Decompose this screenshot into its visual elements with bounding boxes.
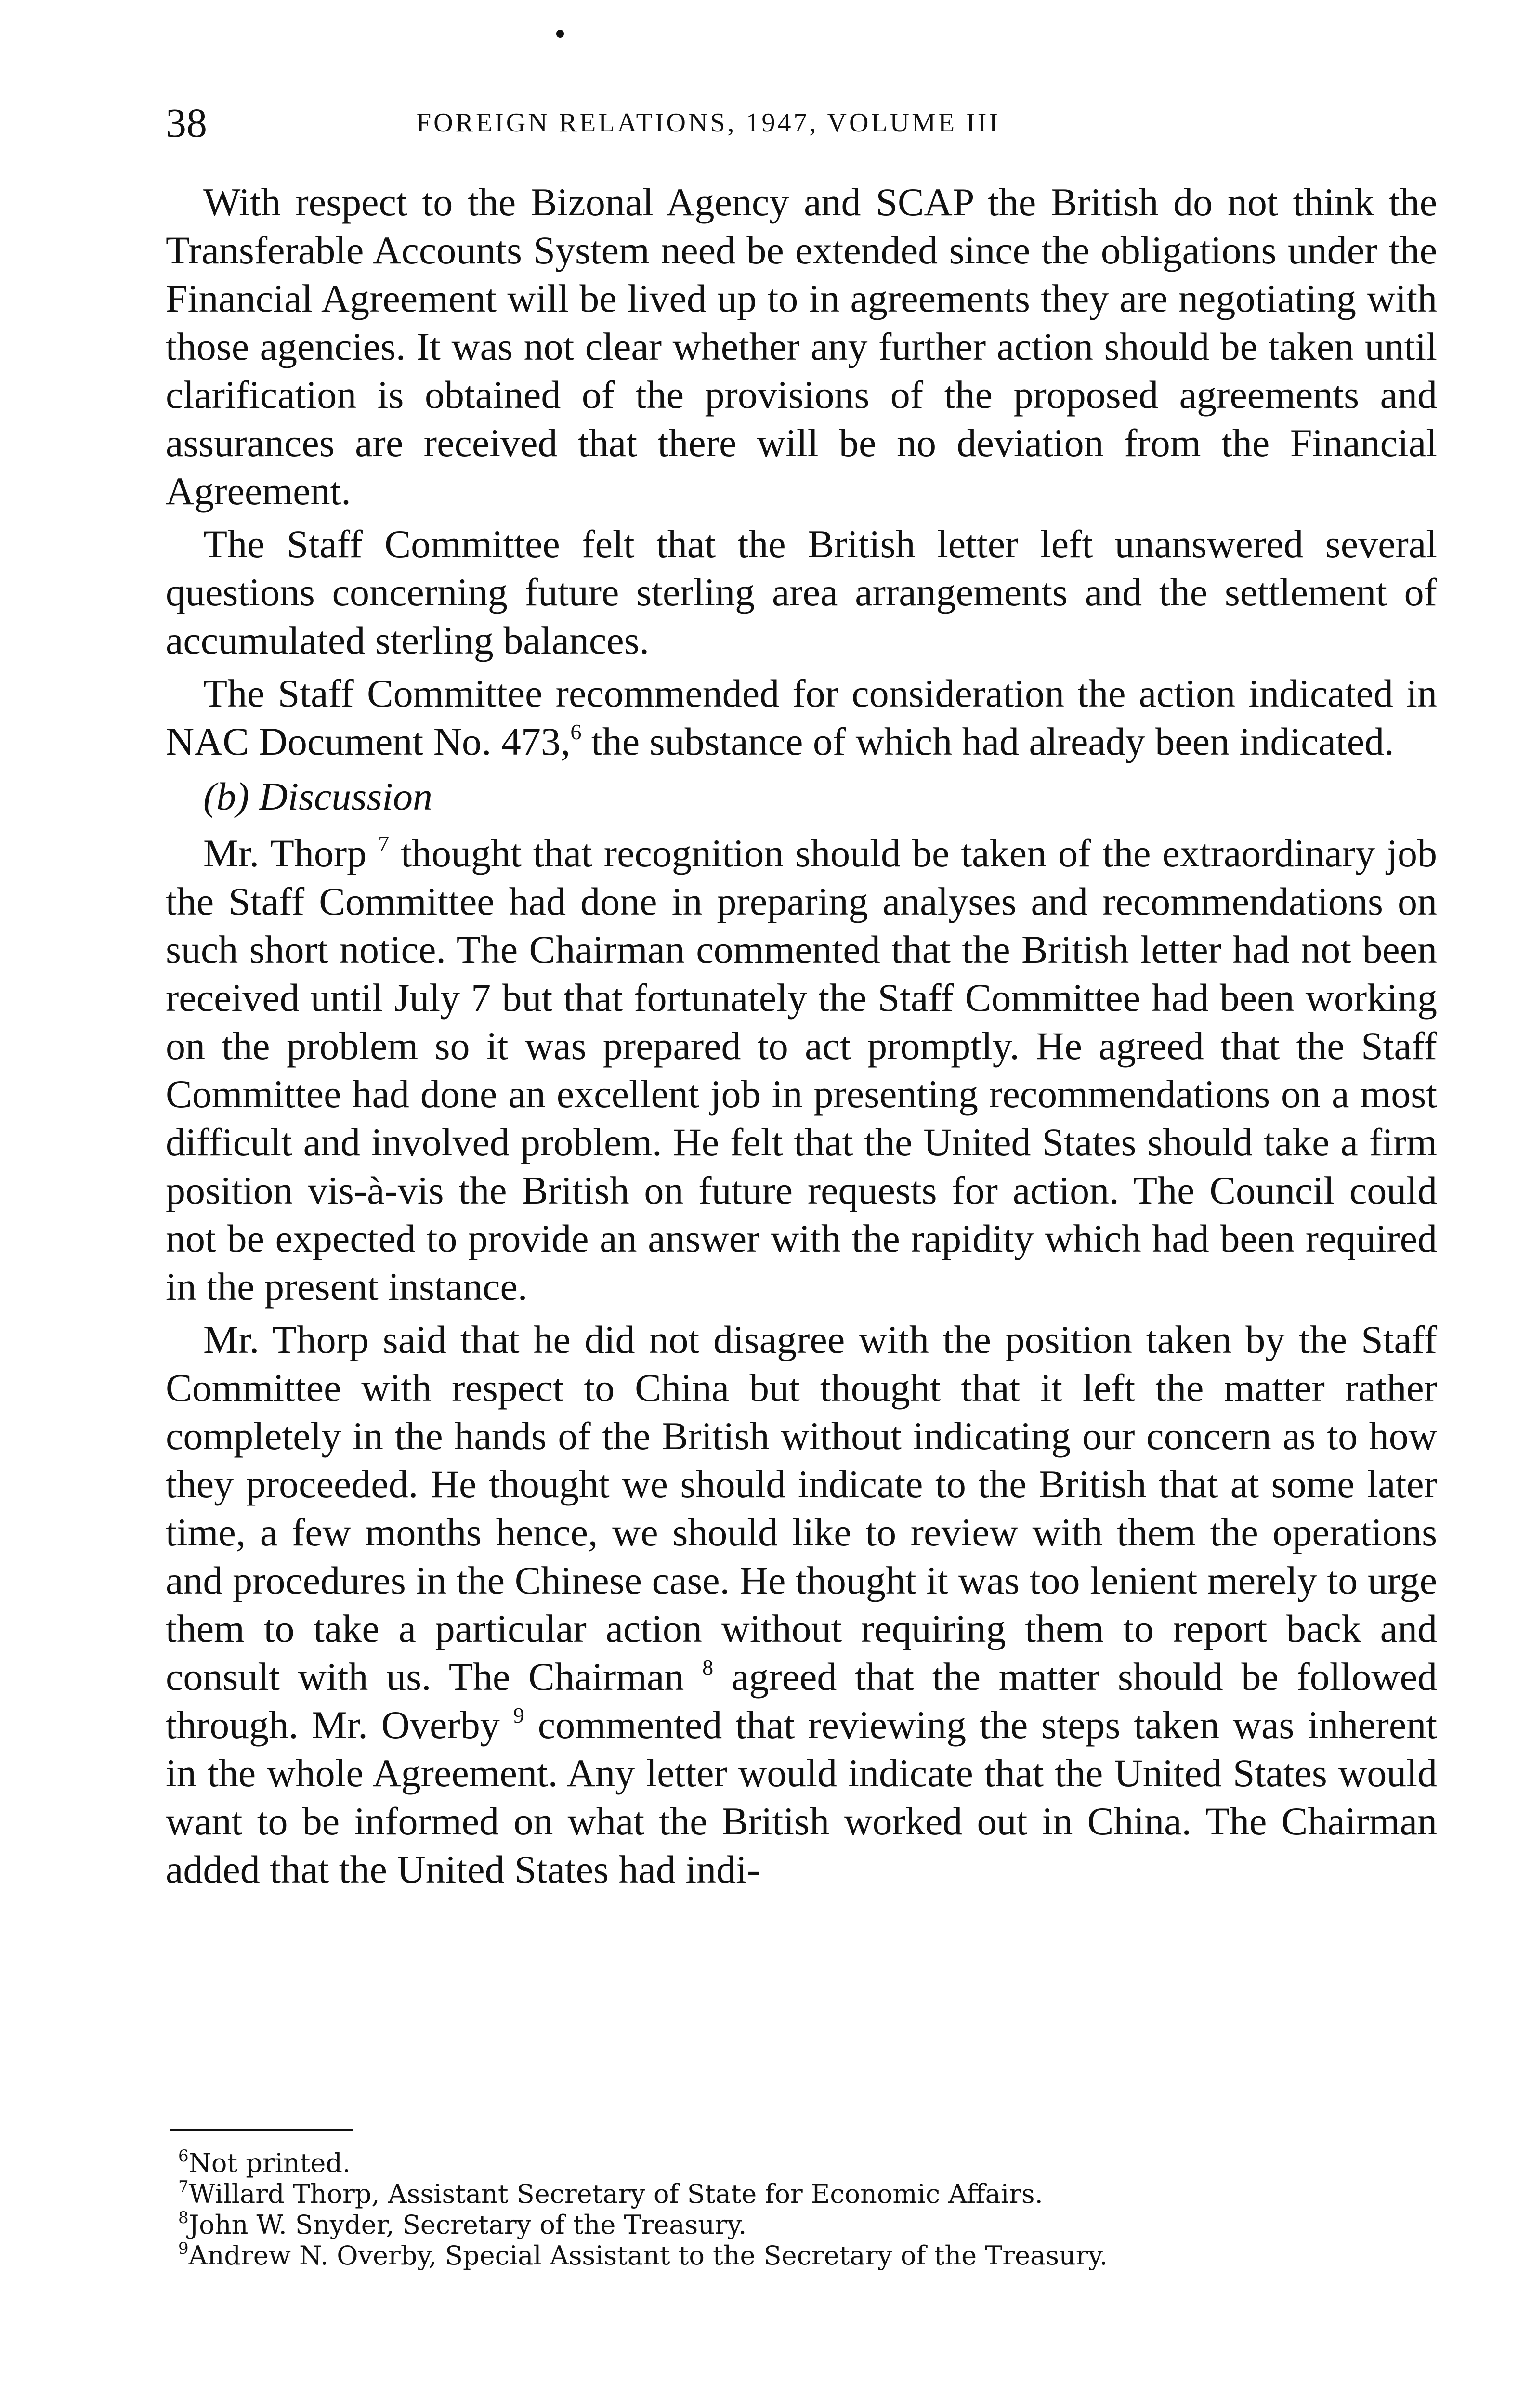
paragraph-text: Mr. Thorp said that he did not disagree with the position taken by the Staff Committee with respect to China but thought that it left the matter rather completely in the hands of the British without indicating our concern as to how they proceeded. He thought we should indicate to the British that at some later time, a few months hence, we should like to review with them the operations and procedures in the Chinese case. He thought it was too lenient merely to urge them to take a particular action without requiring them to report back and consult with us. The Chairman <box>166 1318 1437 1699</box>
paragraph-text: commented that reviewing the steps taken was inherent in the whole Agreement. Any letter would indicate that the United States would want to be informed on what the British worked out in China. The Chairman added that the United States had indi- <box>166 1703 1438 1891</box>
footnote-number: 8 <box>178 2208 189 2227</box>
section-subheading-discussion: (b) Discussion <box>203 774 433 818</box>
running-head: FOREIGN RELATIONS, 1947, VOLUME III <box>416 108 1001 138</box>
footnote-number: 7 <box>178 2177 189 2197</box>
footnote-number: 9 <box>178 2239 189 2258</box>
paragraph-thorp-recognition <box>166 829 1437 1311</box>
footnote-6 <box>178 2148 1430 2179</box>
footnote-ref-8: 8 <box>702 1655 714 1679</box>
footnote-7 <box>178 2179 1430 2210</box>
footnote-ref-6: 6 <box>570 720 582 744</box>
body-text <box>166 178 1437 1898</box>
footnote-text: Willard Thorp, Assistant Secretary of State for Economic Affairs. <box>188 2179 1043 2209</box>
stray-dot-mark <box>556 30 564 38</box>
paragraph-bizonal-agency: With respect to the Bizonal Agency and SCAP the British do not think the Transferable Accounts System need be extended since the obligations under the Financial Agreement will be lived up to in agreements they are negotiating with those agencies. It was not clear whether any further action should be taken until clarification is obtained of the provisions of the proposed agreements and assurances are received that there will be no deviation from the Financial Agreement. <box>166 180 1437 513</box>
paragraph-text: The Staff Committee recommended for consideration the action indicated in NAC Document No. 473, <box>166 671 1437 763</box>
paragraph-text: agreed that the matter should be followed through. Mr. Overby <box>166 1655 1437 1747</box>
page-header <box>166 96 1437 149</box>
footnote-text: Andrew N. Overby, Special Assistant to the Secretary of the Treasury. <box>188 2240 1108 2271</box>
footnote-text: Not printed. <box>188 2148 351 2178</box>
footnote-ref-7: 7 <box>378 831 390 856</box>
paragraph-thorp-china <box>166 1316 1437 1894</box>
page-number: 38 <box>166 100 207 146</box>
paragraph-staff-committee-felt: The Staff Committee felt that the British letter left unanswered several questions concerning future sterling area arrangements and the settlement of accumulated sterling balances. <box>166 522 1437 662</box>
footnote-9 <box>178 2240 1430 2271</box>
paragraph-text: thought that recognition should be taken of the extraordinary job the Staff Committee had done in preparing analyses and recommendations on such short notice. The Chairman commented that the British letter had not been received until July 7 but that fortunately the Staff Committee had been working on the problem so it was prepared to act promptly. He agreed that the Staff Committee had done an excellent job in presenting recommendations on a most difficult and involved problem. He felt that the United States should take a firm position vis-à-vis the British on future requests for action. The Council could not be expected to provide an answer with the rapidity which had been required in the present instance. <box>166 831 1438 1309</box>
footnotes <box>178 2148 1430 2271</box>
paragraph-text: the substance of which had already been indicated. <box>581 720 1394 763</box>
paragraph-staff-committee-recommended <box>166 669 1437 766</box>
footnote-text: John W. Snyder, Secretary of the Treasury. <box>188 2210 747 2240</box>
footnote-ref-9: 9 <box>513 1703 524 1727</box>
paragraph-text: Mr. Thorp <box>203 831 379 875</box>
footnote-divider <box>170 2129 353 2131</box>
footnote-8 <box>178 2210 1430 2240</box>
footnote-number: 6 <box>178 2146 189 2166</box>
